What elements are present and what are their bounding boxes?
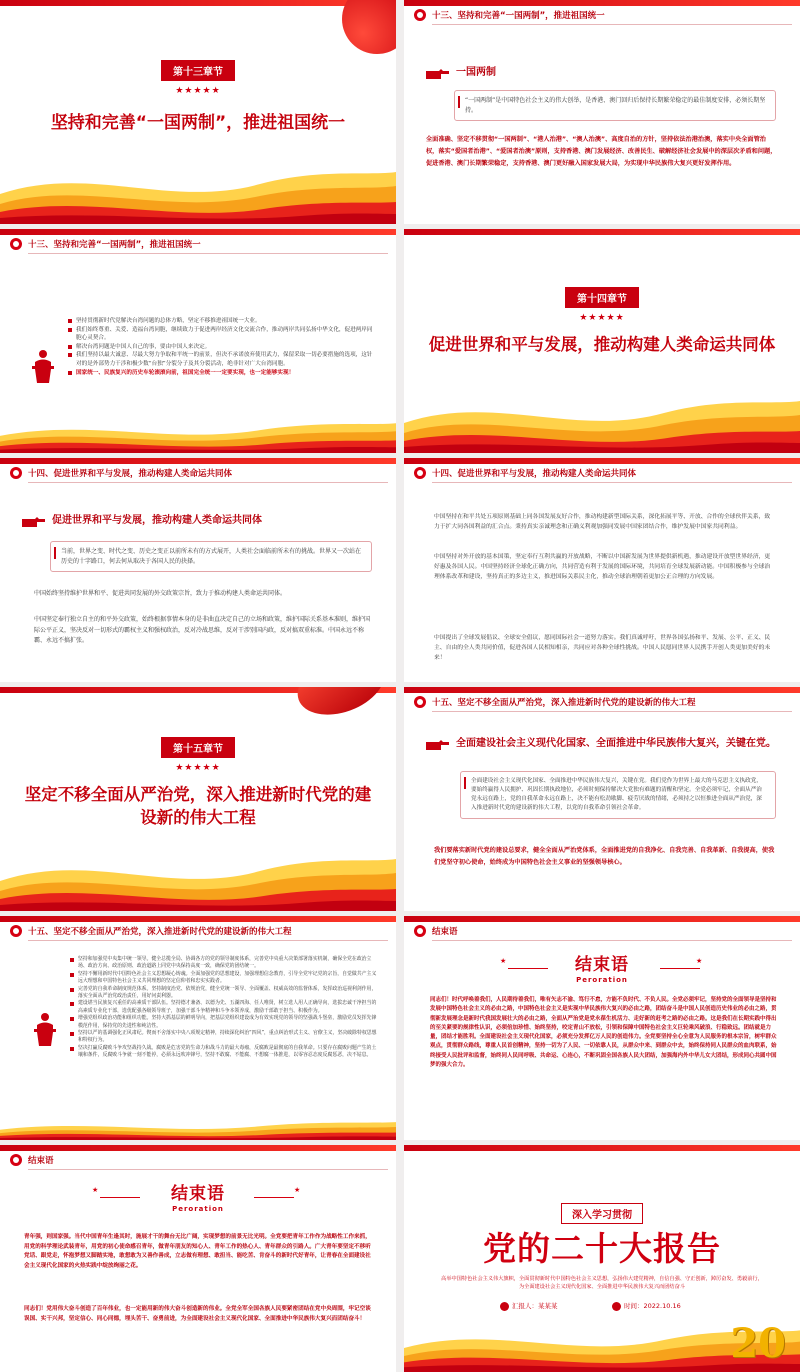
reporter-label	[500, 1301, 558, 1311]
header-dot-icon	[414, 9, 426, 21]
header-title: 结束语	[28, 1156, 54, 1166]
reporter-text: 汇报人：某某某	[512, 1302, 558, 1310]
list-item: 完善党的自我革命制度规范体系。坚持制度治党、依规治党，健全党统一领导、全面覆盖、权威高效的监督体系，发挥政治巡视利剑作用，落实全面从严治党政治责任，用好问责利器。	[70, 986, 378, 1001]
pointing-hand-icon	[426, 737, 450, 750]
bullet-list	[70, 956, 378, 1060]
slide-conclusion-1[interactable]	[404, 916, 800, 1140]
star-icon: ★	[696, 957, 703, 965]
report-title: 党的二十大报告	[483, 1229, 721, 1268]
clock-icon	[612, 1302, 621, 1311]
peroration-zh: 结束语	[171, 1184, 225, 1204]
list-item: 我们始终尊重、关爱、造福台湾同胞，继续致力于促进两岸经济文化交流合作，推动两岸共同弘扬中华文化，促进两岸同胞心灵契合。	[68, 326, 373, 343]
slide-header	[0, 229, 396, 259]
speaker-podium-icon	[32, 1012, 58, 1046]
wave-decoration	[404, 383, 800, 453]
header-title: 十五、坚定不移全面从严治党，深入推进新时代党的建设新的伟大工程	[28, 927, 292, 937]
wave-decoration	[0, 841, 396, 911]
user-icon	[500, 1302, 509, 1311]
slide-header	[0, 458, 396, 488]
slide-header	[0, 1145, 396, 1175]
quote-box: “一国两制”是中国特色社会主义的伟大创举，是香港、澳门回归后保持长期繁荣稳定的最佳制度安排，必须长期坚持。	[454, 90, 776, 121]
study-pill: 深入学习贯彻	[561, 1203, 643, 1224]
pointing-hand-icon	[426, 66, 450, 79]
header-title: 十三、坚持和完善“一国两制”，推进祖国统一	[432, 11, 605, 21]
main-paragraph: 全面准确、坚定不移贯彻“一国两制”、“港人治港”、“澳人治澳”、高度自治的方针，坚持依法治港治澳，落实中央全面管治权，落实“爱国者治港”、“爱国者治澳”原则，支持香港、澳门发展经济、改善民生、破解经济社会发展中的深层次矛盾和问题，促进香港、澳门长期繁荣稳定，支持香港、澳门更好融入国家发展大局，为实现中华民族伟大复兴更好发挥作用。	[426, 136, 777, 167]
slide-top-bar	[404, 1145, 800, 1175]
slide-world-peace-1[interactable]	[0, 458, 396, 682]
peroration-zh: 结束语	[575, 955, 629, 975]
paragraph-2: 中国坚定奉行独立自主的和平外交政策，始终根据事情本身的是非曲直决定自己的立场和政策，维护国际关系基本准则，维护国际公平正义，坚决反对一切形式的霸权主义和强权政治，反对冷战思维，反对干涉别国内政，反对搞双重标准。中国永远不称霸、永远不搞扩张。	[34, 616, 371, 644]
section-subheading: 促进世界和平与发展，推动构建人类命运共同体	[52, 515, 262, 526]
wave-decoration	[0, 1116, 396, 1140]
time-label	[612, 1301, 681, 1311]
slide-header	[0, 916, 396, 946]
quote-box	[460, 771, 776, 819]
star-icon: ★	[294, 1186, 301, 1194]
slide-header	[404, 687, 800, 717]
list-item: 坚持以严的基调强化正风肃纪。锲而不舍落实中央八项规定精神，持续深化纠治“四风”，重点纠治形式主义、官僚主义，坚决破除特权思想和特权行为。	[70, 1030, 378, 1045]
section-subheading: 一国两制	[456, 67, 496, 78]
slide-world-peace-2[interactable]	[404, 458, 800, 682]
header-dot-icon	[10, 467, 22, 479]
star-icon: ★	[500, 957, 507, 965]
stars-decoration: ★★★★★	[579, 313, 625, 323]
header-title: 结束语	[432, 927, 458, 937]
time-text: 时间：2022.10.16	[624, 1302, 681, 1310]
header-dot-icon	[414, 696, 426, 708]
paragraph-2: 中国坚持对外开放的基本国策，坚定奉行互利共赢的开放战略，不断以中国新发展为世界提供新机遇，推动建设开放型世界经济，更好惠及各国人民。中国坚持经济全球化正确方向，共同营造有利于发展的国际环境，共同培育全球发展新动能。中国积极参与全球治理体系改革和建设，坚持真正的多边主义，推进国际关系民主化，推动全球治理朝着更加公正合理的方向发展。	[434, 554, 771, 580]
bullet-list	[68, 317, 373, 377]
quote-text: 全面建设社会主义现代化国家、全面推进中华民族伟大复兴，关键在党。我们党作为世界上最大的马克思主义执政党，要始终赢得人民拥护、巩固长期执政地位，必须时刻保持解决大党独有难题的清醒和坚定。全党必须牢记，全面从严治党永远在路上，党的自我革命永远在路上，决不能有松劲歇脚、疲劳厌战的情绪，必须持之以恒推进全面从严治党，深入推进新时代党的建设新的伟大工程，以党的自我革命引领社会革命。	[471, 778, 762, 811]
stars-decoration: ★★★★★	[175, 763, 221, 773]
quote-box: 当前，世界之变、时代之变、历史之变正以前所未有的方式展开，人类社会面临前所未有的挑战。世界又一次站在历史的十字路口，何去何从取决于各国人民的抉择。	[50, 541, 372, 572]
header-title: 十三、坚持和完善“一国两制”，推进祖国统一	[28, 240, 201, 250]
corner-decoration	[342, 0, 396, 54]
header-dot-icon	[10, 1154, 22, 1166]
header-dot-icon	[10, 925, 22, 937]
divider-right	[660, 968, 700, 969]
list-item: 坚持不懈用新时代中国特色社会主义思想凝心铸魂。全面加强党的思想建设，加强理想信念教育，引导全党牢记党的宗旨，自觉做共产主义远大理想和中国特色社会主义共同理想的坚定信仰者和忠实实践者。	[70, 971, 378, 986]
wave-decoration	[0, 413, 396, 453]
slide-top-bar	[404, 229, 800, 259]
list-item: 解决台湾问题是中国人自己的事，要由中国人来决定。	[68, 343, 373, 352]
divider-right	[254, 1197, 294, 1198]
wave-decoration	[0, 154, 396, 224]
star-icon: ★	[92, 1186, 99, 1194]
header-dot-icon	[10, 238, 22, 250]
peroration-title	[542, 954, 662, 990]
header-dot-icon	[414, 925, 426, 937]
list-item: 坚持贯彻新时代党解决台湾问题的总体方略，坚定不移推进祖国统一大业。	[68, 317, 373, 326]
header-title: 十四、促进世界和平与发展，推动构建人类命运共同体	[432, 469, 637, 479]
pointing-hand-icon	[22, 514, 46, 527]
slide-header	[404, 0, 800, 30]
list-item: 增强党组织政治功能和组织功能。坚持大抓基层的鲜明导向，把基层党组织建设成为有效实现党的领导的坚强战斗堡垒，激励党员发挥先锋模范作用，保持党的先进性和纯洁性。	[70, 1015, 378, 1030]
slide-header	[404, 916, 800, 946]
stars-decoration: ★★★★★	[175, 86, 221, 96]
slide-taiwan-reunification[interactable]	[0, 229, 396, 453]
peroration-en: Peroration	[576, 976, 628, 984]
paragraph-1: 中国坚持在和平共处五项原则基础上同各国发展友好合作，推动构建新型国际关系，深化拓展平等、开放、合作的全球伙伴关系，致力于扩大同各国利益的汇合点。秉持真实亲诚理念和正确义利观加强同发展中国家团结合作，维护发展中国家共同利益。	[434, 514, 771, 530]
main-paragraph: 我们要落实新时代党的建设总要求，健全全面从严治党体系，全面推进党的自我净化、自我完善、自我革新、自我提高，使我们党坚守初心使命，始终成为中国特色社会主义事业的坚强领导核心。	[434, 847, 775, 866]
peroration-en: Peroration	[172, 1205, 224, 1213]
slide-party-building-1[interactable]	[404, 687, 800, 911]
list-item: 建设堪当民族复兴重任的高素质干部队伍。坚持德才兼备、以德为先、五湖四海、任人唯贤，树立选人用人正确导向，选拔忠诚干净担当的高素质专业化干部，选优配强各级领导班子，加强干部斗争精神和斗争本领养成，激励干部敢于担当、积极作为。	[70, 1000, 378, 1015]
twenty-number: 20	[730, 1320, 786, 1367]
slide-party-building-2[interactable]	[0, 916, 396, 1140]
chapter-title: 坚定不移全面从严治党，深入推进新时代党的建设新的伟大工程	[24, 785, 372, 827]
report-subtitle: 高举中国特色社会主义伟大旗帜，全面贯彻新时代中国特色社会主义思想，弘扬伟大建党精神，自信自强、守正创新，踔厉奋发、勇毅前行，为全面建设社会主义现代化国家、全面推进中华民族伟大复兴而团结奋斗	[441, 1276, 763, 1290]
list-item: 我们坚持以最大诚意、尽最大努力争取和平统一的前景，但决不承诺放弃使用武力，保留采取一切必要措施的选项，这针对的是外部势力干涉和极少数“台独”分裂分子及其分裂活动，绝非针对广大台湾同胞。	[68, 351, 373, 368]
header-dot-icon	[414, 467, 426, 479]
paragraph-2: 同志们！党用伟大奋斗创造了百年伟业，也一定能用新的伟大奋斗创造新的伟业。全党全军全国各族人民要紧密团结在党中央周围，牢记空谈误国、实干兴邦，坚定信心、同心同德，埋头苦干、奋勇前进，为全面建设社会主义现代化国家、全面推进中华民族伟大复兴而团结奋斗！	[24, 1306, 371, 1322]
speaker-podium-icon	[30, 349, 56, 383]
chapter-badge: 第十三章节	[161, 60, 235, 81]
slide-closing-cover[interactable]	[404, 1145, 800, 1372]
slide-one-country-two-systems[interactable]	[404, 0, 800, 224]
chapter-badge: 第十五章节	[161, 737, 235, 758]
paragraph-1: 青年强，则国家强。当代中国青年生逢其时，施展才干的舞台无比广阔，实现梦想的前景无比光明。全党要把青年工作作为战略性工作来抓，用党的科学理论武装青年，用党的初心使命感召青年，做青年朋友的知心人、青年工作的热心人、青年群众的引路人。广大青年要坚定不移听党话、跟党走，怀抱梦想又脚踏实地，敢想敢为又善作善成，立志做有理想、敢担当、能吃苦、肯奋斗的新时代好青年，让青春在全面建设社会主义现代化国家的火热实践中绽放绚丽之花。	[24, 1234, 371, 1269]
slide-top-bar	[0, 0, 396, 30]
divider-left	[100, 1197, 140, 1198]
paragraph-3: 中国提出了全球发展倡议、全球安全倡议，愿同国际社会一道努力落实。我们真诚呼吁，世界各国弘扬和平、发展、公平、正义、民主、自由的全人类共同价值，促进各国人民相知相亲，共同应对各种全球性挑战。中国人民愿同世界人民携手开创人类更加美好的未来！	[434, 635, 771, 661]
paragraph-1: 中国始终坚持维护世界和平、促进共同发展的外交政策宗旨，致力于推动构建人类命运共同体。	[34, 590, 287, 597]
main-paragraph: 同志们！时代呼唤着我们，人民期待着我们，唯有矢志不渝、笃行不怠，方能不负时代、不负人民。全党必须牢记，坚持党的全面领导是坚持和发展中国特色社会主义的必由之路，中国特色社会主义是实现中华民族伟大复兴的必由之路，团结奋斗是中国人民创造历史伟业的必由之路，贯彻新发展理念是新时代我国发展壮大的必由之路，全面从严治党是党永葆生机活力、走好新的赶考之路的必由之路。这是我们在长期实践中得出的至关紧要的规律性认识，必须倍加珍惜、始终坚持，咬定青山不放松，引领和保障中国特色社会主义巨轮乘风破浪、行稳致远。团结就是力量，团结才能胜利。全面建设社会主义现代化国家，必须充分发挥亿万人民的创造伟力。全党要坚持全心全意为人民服务的根本宗旨，树牢群众观点，贯彻群众路线，尊重人民首创精神，坚持一切为了人民、一切依靠人民，从群众中来、到群众中去，始终保持同人民群众的血肉联系，始终接受人民批评和监督，始终同人民同呼吸、共命运、心连心，不断巩固全国各族人民大团结，加强海内外中华儿女大团结，形成同心共圆中国梦的强大合力。	[430, 997, 777, 1069]
chapter-badge: 第十四章节	[565, 287, 639, 308]
peroration-title	[138, 1183, 258, 1219]
header-title: 十四、促进世界和平与发展，推动构建人类命运共同体	[28, 469, 233, 479]
list-item: 坚决打赢反腐败斗争攻坚战持久战。腐败是危害党的生命力和战斗力的最大毒瘤，反腐败是最彻底的自我革命。只要存在腐败问题产生的土壤和条件，反腐败斗争就一刻不能停，必须永远吹冲锋号，坚持不敢腐、不能腐、不想腐一体推进，以零容忍态度反腐惩恶，决不姑息。	[70, 1045, 378, 1060]
list-item: 国家统一、民族复兴的历史车轮滚滚向前，祖国完全统一一定要实现，也一定能够实现！	[68, 369, 373, 378]
slide-chapter-15-cover[interactable]	[0, 687, 396, 911]
chapter-title: 促进世界和平与发展，推动构建人类命运共同体	[428, 335, 776, 354]
section-subheading: 全面建设社会主义现代化国家、全面推进中华民族伟大复兴，关键在党。	[456, 738, 776, 749]
twenty-emblem	[724, 1320, 786, 1368]
slide-conclusion-2[interactable]	[0, 1145, 396, 1372]
slide-header	[404, 458, 800, 488]
chapter-title: 坚持和完善“一国两制”，推进祖国统一	[50, 113, 346, 133]
slide-chapter-14-cover[interactable]	[404, 229, 800, 453]
slide-chapter-13-cover[interactable]	[0, 0, 396, 224]
header-title: 十五、坚定不移全面从严治党，深入推进新时代党的建设新的伟大工程	[432, 698, 696, 708]
list-item: 坚持和加强党中央集中统一领导。健全总揽全局、协调各方的党的领导制度体系，完善党中央重大决策部署落实机制，确保全党在政治立场、政治方向、政治原则、政治道路上同党中央保持高度一致，确保党的团结统一。	[70, 956, 378, 971]
